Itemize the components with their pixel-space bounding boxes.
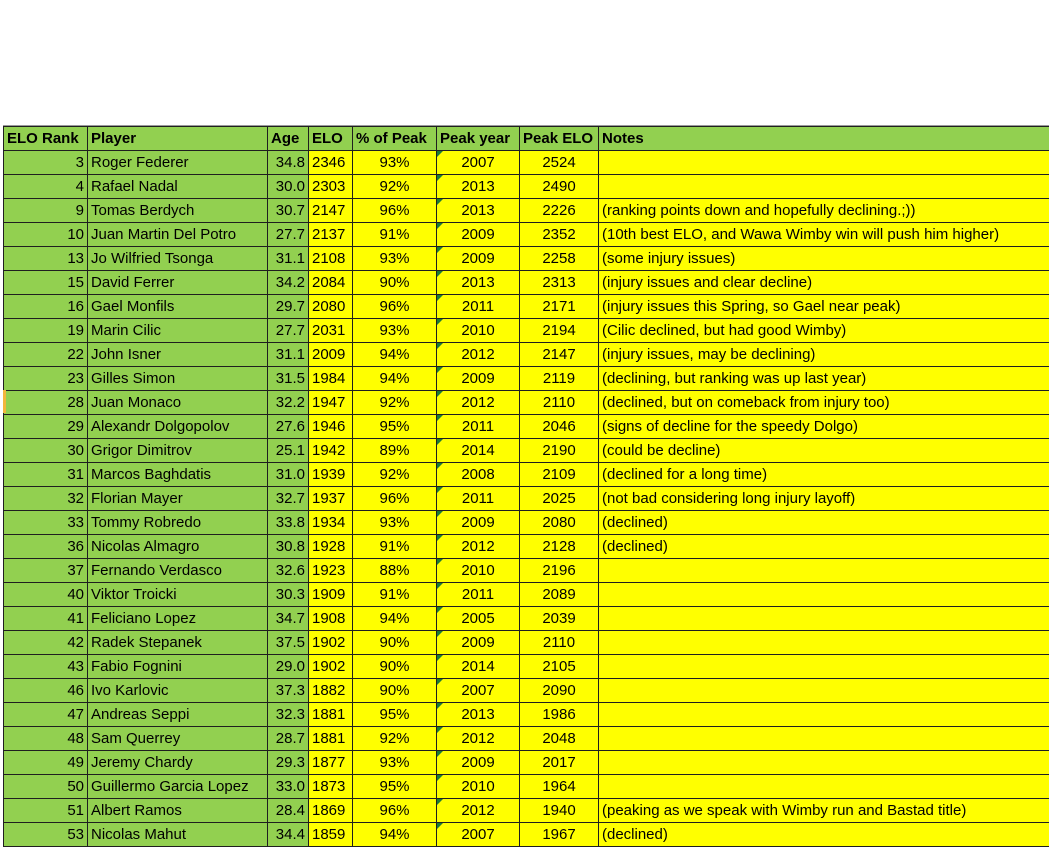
cell-peak-year[interactable]: 2007: [437, 151, 520, 175]
cell-peak-elo[interactable]: 2190: [520, 439, 599, 463]
cell-elo[interactable]: 1937: [309, 487, 353, 511]
cell-notes[interactable]: [599, 631, 1049, 655]
table-row: [4, 559, 1049, 583]
cell-notes[interactable]: [599, 559, 1049, 583]
cell-elo-rank[interactable]: 3: [4, 151, 88, 175]
table-row: [4, 439, 1049, 463]
cell-elo-rank[interactable]: 19: [4, 319, 88, 343]
cell-elo[interactable]: 2108: [309, 247, 353, 271]
cell-age[interactable]: 30.3: [268, 583, 309, 607]
cell-age[interactable]: 28.4: [268, 799, 309, 823]
cell-peak-year[interactable]: 2007: [437, 823, 520, 847]
table-row: [4, 823, 1049, 847]
cell-player[interactable]: Roger Federer: [88, 151, 268, 175]
cell-elo-rank[interactable]: 30: [4, 439, 88, 463]
cell-elo[interactable]: 2009: [309, 343, 353, 367]
table-row: [4, 703, 1049, 727]
cell-player[interactable]: Sam Querrey: [88, 727, 268, 751]
cell-player[interactable]: Guillermo Garcia Lopez: [88, 775, 268, 799]
cell-notes[interactable]: (declining, but ranking was up last year): [599, 367, 1049, 391]
cell-elo[interactable]: 2303: [309, 175, 353, 199]
cell-notes[interactable]: (could be decline): [599, 439, 1049, 463]
cell-notes[interactable]: [599, 655, 1049, 679]
header-row: [4, 127, 1049, 151]
cell-pct-of-peak[interactable]: 92%: [353, 463, 437, 487]
cell-pct-of-peak[interactable]: 90%: [353, 631, 437, 655]
cell-notes[interactable]: (injury issues this Spring, so Gael near peak): [599, 295, 1049, 319]
cell-notes[interactable]: (peaking as we speak with Wimby run and Bastad title): [599, 799, 1049, 823]
cell-elo-rank[interactable]: 41: [4, 607, 88, 631]
table-row: [4, 679, 1049, 703]
cell-notes[interactable]: (injury issues and clear decline): [599, 271, 1049, 295]
cell-age[interactable]: 32.6: [268, 559, 309, 583]
cell-player[interactable]: Nicolas Almagro: [88, 535, 268, 559]
cell-notes[interactable]: (declined): [599, 823, 1049, 847]
cell-peak-elo[interactable]: 2226: [520, 199, 599, 223]
cell-peak-elo[interactable]: 2352: [520, 223, 599, 247]
cell-player[interactable]: David Ferrer: [88, 271, 268, 295]
cell-player[interactable]: Rafael Nadal: [88, 175, 268, 199]
cell-elo[interactable]: 1909: [309, 583, 353, 607]
cell-peak-year[interactable]: 2009: [437, 247, 520, 271]
cell-notes[interactable]: (10th best ELO, and Wawa Wimby win will push him higher): [599, 223, 1049, 247]
cell-elo[interactable]: 2084: [309, 271, 353, 295]
header-elo[interactable]: ELO: [309, 127, 353, 151]
cell-peak-elo[interactable]: 2017: [520, 751, 599, 775]
row-selection-marker: [3, 390, 6, 413]
cell-player[interactable]: Juan Monaco: [88, 391, 268, 415]
cell-player[interactable]: Radek Stepanek: [88, 631, 268, 655]
cell-age[interactable]: 30.8: [268, 535, 309, 559]
cell-player[interactable]: Nicolas Mahut: [88, 823, 268, 847]
cell-peak-elo[interactable]: 2196: [520, 559, 599, 583]
cell-age[interactable]: 37.3: [268, 679, 309, 703]
cell-elo[interactable]: 1923: [309, 559, 353, 583]
cell-elo-rank[interactable]: 15: [4, 271, 88, 295]
cell-elo[interactable]: 1928: [309, 535, 353, 559]
cell-peak-year[interactable]: 2012: [437, 535, 520, 559]
cell-player[interactable]: Juan Martin Del Potro: [88, 223, 268, 247]
cell-age[interactable]: 28.7: [268, 727, 309, 751]
cell-peak-elo[interactable]: 2025: [520, 487, 599, 511]
header-pct-of-peak[interactable]: % of Peak: [353, 127, 437, 151]
cell-pct-of-peak[interactable]: 95%: [353, 775, 437, 799]
cell-elo-rank[interactable]: 43: [4, 655, 88, 679]
cell-peak-year[interactable]: 2013: [437, 175, 520, 199]
table-row: [4, 319, 1049, 343]
cell-pct-of-peak[interactable]: 93%: [353, 151, 437, 175]
cell-peak-year[interactable]: 2011: [437, 583, 520, 607]
cell-peak-year[interactable]: 2012: [437, 799, 520, 823]
cell-elo-rank[interactable]: 42: [4, 631, 88, 655]
cell-age[interactable]: 25.1: [268, 439, 309, 463]
cell-peak-elo[interactable]: 2258: [520, 247, 599, 271]
cell-pct-of-peak[interactable]: 94%: [353, 607, 437, 631]
cell-age[interactable]: 32.2: [268, 391, 309, 415]
cell-notes[interactable]: (not bad considering long injury layoff): [599, 487, 1049, 511]
cell-elo-rank[interactable]: 28: [4, 391, 88, 415]
cell-elo-rank[interactable]: 32: [4, 487, 88, 511]
table-row: [4, 775, 1049, 799]
table-row: [4, 367, 1049, 391]
cell-player[interactable]: Grigor Dimitrov: [88, 439, 268, 463]
cell-peak-elo[interactable]: 2039: [520, 607, 599, 631]
cell-peak-year[interactable]: 2013: [437, 271, 520, 295]
table-row: [4, 199, 1049, 223]
table-row: [4, 343, 1049, 367]
table-row: [4, 151, 1049, 175]
cell-peak-year[interactable]: 2008: [437, 463, 520, 487]
cell-peak-elo[interactable]: 2194: [520, 319, 599, 343]
cell-elo[interactable]: 1902: [309, 655, 353, 679]
cell-pct-of-peak[interactable]: 94%: [353, 367, 437, 391]
cell-age[interactable]: 31.1: [268, 343, 309, 367]
header-age[interactable]: Age: [268, 127, 309, 151]
cell-peak-elo[interactable]: 2048: [520, 727, 599, 751]
cell-elo-rank[interactable]: 49: [4, 751, 88, 775]
cell-age[interactable]: 34.4: [268, 823, 309, 847]
table-row: [4, 271, 1049, 295]
cell-pct-of-peak[interactable]: 96%: [353, 799, 437, 823]
cell-elo-rank[interactable]: 23: [4, 367, 88, 391]
cell-age[interactable]: 31.5: [268, 367, 309, 391]
table-row: [4, 583, 1049, 607]
cell-elo[interactable]: 1908: [309, 607, 353, 631]
cell-elo-rank[interactable]: 40: [4, 583, 88, 607]
cell-player[interactable]: Fabio Fognini: [88, 655, 268, 679]
cell-peak-elo[interactable]: 2109: [520, 463, 599, 487]
cell-peak-year[interactable]: 2011: [437, 295, 520, 319]
cell-elo-rank[interactable]: 33: [4, 511, 88, 535]
cell-pct-of-peak[interactable]: 90%: [353, 655, 437, 679]
cell-notes[interactable]: [599, 727, 1049, 751]
cell-player[interactable]: Albert Ramos: [88, 799, 268, 823]
cell-peak-year[interactable]: 2007: [437, 679, 520, 703]
cell-elo-rank[interactable]: 46: [4, 679, 88, 703]
cell-player[interactable]: Gael Monfils: [88, 295, 268, 319]
cell-age[interactable]: 29.3: [268, 751, 309, 775]
cell-peak-year[interactable]: 2014: [437, 439, 520, 463]
cell-peak-year[interactable]: 2013: [437, 199, 520, 223]
cell-notes[interactable]: [599, 151, 1049, 175]
table-row: [4, 415, 1049, 439]
cell-pct-of-peak[interactable]: 95%: [353, 703, 437, 727]
cell-peak-year[interactable]: 2010: [437, 319, 520, 343]
cell-elo-rank[interactable]: 29: [4, 415, 88, 439]
cell-peak-year[interactable]: 2012: [437, 343, 520, 367]
cell-elo-rank[interactable]: 16: [4, 295, 88, 319]
cell-player[interactable]: Fernando Verdasco: [88, 559, 268, 583]
cell-age[interactable]: 33.8: [268, 511, 309, 535]
cell-player[interactable]: Gilles Simon: [88, 367, 268, 391]
cell-peak-elo[interactable]: 2524: [520, 151, 599, 175]
cell-peak-year[interactable]: 2009: [437, 511, 520, 535]
cell-peak-year[interactable]: 2013: [437, 703, 520, 727]
cell-peak-year[interactable]: 2012: [437, 391, 520, 415]
table-row: [4, 391, 1049, 415]
table-row: [4, 727, 1049, 751]
cell-player[interactable]: Ivo Karlovic: [88, 679, 268, 703]
cell-pct-of-peak[interactable]: 92%: [353, 727, 437, 751]
table-row: [4, 295, 1049, 319]
cell-age[interactable]: 31.1: [268, 247, 309, 271]
cell-player[interactable]: Alexandr Dolgopolov: [88, 415, 268, 439]
cell-notes[interactable]: [599, 607, 1049, 631]
cell-peak-elo[interactable]: 2090: [520, 679, 599, 703]
cell-peak-elo[interactable]: 1986: [520, 703, 599, 727]
cell-notes[interactable]: (declined): [599, 511, 1049, 535]
table-row: [4, 223, 1049, 247]
cell-peak-year[interactable]: 2005: [437, 607, 520, 631]
cell-elo[interactable]: 2346: [309, 151, 353, 175]
cell-pct-of-peak[interactable]: 88%: [353, 559, 437, 583]
cell-elo-rank[interactable]: 13: [4, 247, 88, 271]
cell-age[interactable]: 33.0: [268, 775, 309, 799]
table-row: [4, 175, 1049, 199]
cell-elo[interactable]: 1942: [309, 439, 353, 463]
cell-player[interactable]: Viktor Troicki: [88, 583, 268, 607]
cell-notes[interactable]: (injury issues, may be declining): [599, 343, 1049, 367]
cell-age[interactable]: 30.7: [268, 199, 309, 223]
cell-peak-elo[interactable]: 2089: [520, 583, 599, 607]
cell-elo-rank[interactable]: 9: [4, 199, 88, 223]
cell-pct-of-peak[interactable]: 89%: [353, 439, 437, 463]
cell-elo[interactable]: 2147: [309, 199, 353, 223]
cell-peak-year[interactable]: 2011: [437, 487, 520, 511]
cell-elo[interactable]: 1869: [309, 799, 353, 823]
cell-notes[interactable]: [599, 703, 1049, 727]
cell-pct-of-peak[interactable]: 93%: [353, 751, 437, 775]
cell-pct-of-peak[interactable]: 95%: [353, 415, 437, 439]
cell-elo-rank[interactable]: 53: [4, 823, 88, 847]
cell-elo[interactable]: 1882: [309, 679, 353, 703]
cell-pct-of-peak[interactable]: 96%: [353, 295, 437, 319]
cell-peak-elo[interactable]: 2046: [520, 415, 599, 439]
cell-pct-of-peak[interactable]: 91%: [353, 583, 437, 607]
cell-player[interactable]: Jo Wilfried Tsonga: [88, 247, 268, 271]
cell-elo[interactable]: 1902: [309, 631, 353, 655]
cell-elo-rank[interactable]: 37: [4, 559, 88, 583]
cell-notes[interactable]: (signs of decline for the speedy Dolgo): [599, 415, 1049, 439]
cell-elo-rank[interactable]: 51: [4, 799, 88, 823]
header-peak-elo[interactable]: Peak ELO: [520, 127, 599, 151]
cell-pct-of-peak[interactable]: 92%: [353, 391, 437, 415]
cell-age[interactable]: 37.5: [268, 631, 309, 655]
elo-table: [3, 126, 1049, 847]
cell-age[interactable]: 34.8: [268, 151, 309, 175]
cell-player[interactable]: Andreas Seppi: [88, 703, 268, 727]
header-peak-year[interactable]: Peak year: [437, 127, 520, 151]
cell-elo[interactable]: 1873: [309, 775, 353, 799]
cell-notes[interactable]: [599, 751, 1049, 775]
cell-notes[interactable]: (Cilic declined, but had good Wimby): [599, 319, 1049, 343]
cell-player[interactable]: Florian Mayer: [88, 487, 268, 511]
cell-peak-elo[interactable]: 2171: [520, 295, 599, 319]
cell-age[interactable]: 32.7: [268, 487, 309, 511]
header-notes[interactable]: Notes: [599, 127, 1049, 151]
cell-age[interactable]: 34.2: [268, 271, 309, 295]
cell-peak-elo[interactable]: 1940: [520, 799, 599, 823]
cell-age[interactable]: 27.7: [268, 223, 309, 247]
table-row: [4, 511, 1049, 535]
cell-elo-rank[interactable]: 4: [4, 175, 88, 199]
cell-peak-elo[interactable]: 2105: [520, 655, 599, 679]
cell-elo-rank[interactable]: 48: [4, 727, 88, 751]
cell-pct-of-peak[interactable]: 93%: [353, 511, 437, 535]
cell-elo-rank[interactable]: 22: [4, 343, 88, 367]
cell-age[interactable]: 29.0: [268, 655, 309, 679]
cell-player[interactable]: John Isner: [88, 343, 268, 367]
cell-player[interactable]: Marcos Baghdatis: [88, 463, 268, 487]
cell-peak-elo[interactable]: 2080: [520, 511, 599, 535]
cell-peak-year[interactable]: 2010: [437, 775, 520, 799]
cell-notes[interactable]: (declined, but on comeback from injury too): [599, 391, 1049, 415]
table-row: [4, 799, 1049, 823]
header-elo-rank[interactable]: ELO Rank: [4, 127, 88, 151]
cell-pct-of-peak[interactable]: 92%: [353, 175, 437, 199]
cell-elo[interactable]: 2080: [309, 295, 353, 319]
cell-elo[interactable]: 1881: [309, 703, 353, 727]
cell-elo[interactable]: 1881: [309, 727, 353, 751]
cell-notes[interactable]: (declined for a long time): [599, 463, 1049, 487]
cell-pct-of-peak[interactable]: 94%: [353, 343, 437, 367]
cell-elo[interactable]: 2137: [309, 223, 353, 247]
cell-notes[interactable]: [599, 679, 1049, 703]
cell-peak-year[interactable]: 2010: [437, 559, 520, 583]
cell-age[interactable]: 34.7: [268, 607, 309, 631]
header-player[interactable]: Player: [88, 127, 268, 151]
cell-notes[interactable]: (declined): [599, 535, 1049, 559]
cell-peak-elo[interactable]: 1964: [520, 775, 599, 799]
cell-notes[interactable]: (ranking points down and hopefully declining.;)): [599, 199, 1049, 223]
table-row: [4, 247, 1049, 271]
cell-elo-rank[interactable]: 10: [4, 223, 88, 247]
cell-peak-elo[interactable]: 2313: [520, 271, 599, 295]
cell-pct-of-peak[interactable]: 90%: [353, 271, 437, 295]
spreadsheet-grid: [3, 125, 1049, 847]
cell-elo[interactable]: 2031: [309, 319, 353, 343]
cell-player[interactable]: Marin Cilic: [88, 319, 268, 343]
cell-pct-of-peak[interactable]: 96%: [353, 199, 437, 223]
cell-player[interactable]: Tommy Robredo: [88, 511, 268, 535]
table-row: [4, 751, 1049, 775]
table-row: [4, 535, 1049, 559]
cell-peak-year[interactable]: 2014: [437, 655, 520, 679]
cell-age[interactable]: 31.0: [268, 463, 309, 487]
table-body: [4, 151, 1049, 847]
cell-player[interactable]: Jeremy Chardy: [88, 751, 268, 775]
cell-elo-rank[interactable]: 31: [4, 463, 88, 487]
cell-elo[interactable]: 1939: [309, 463, 353, 487]
cell-pct-of-peak[interactable]: 91%: [353, 223, 437, 247]
cell-peak-elo[interactable]: 2490: [520, 175, 599, 199]
cell-age[interactable]: 32.3: [268, 703, 309, 727]
cell-peak-elo[interactable]: 2128: [520, 535, 599, 559]
cell-pct-of-peak[interactable]: 96%: [353, 487, 437, 511]
table-row: [4, 631, 1049, 655]
cell-player[interactable]: Feliciano Lopez: [88, 607, 268, 631]
cell-pct-of-peak[interactable]: 94%: [353, 823, 437, 847]
cell-age[interactable]: 27.6: [268, 415, 309, 439]
cell-peak-year[interactable]: 2011: [437, 415, 520, 439]
cell-peak-year[interactable]: 2009: [437, 631, 520, 655]
cell-elo-rank[interactable]: 36: [4, 535, 88, 559]
cell-peak-elo[interactable]: 2110: [520, 631, 599, 655]
cell-peak-elo[interactable]: 1967: [520, 823, 599, 847]
cell-notes[interactable]: [599, 175, 1049, 199]
cell-age[interactable]: 29.7: [268, 295, 309, 319]
table-row: [4, 463, 1049, 487]
cell-notes[interactable]: (some injury issues): [599, 247, 1049, 271]
cell-peak-elo[interactable]: 2119: [520, 367, 599, 391]
table-row: [4, 487, 1049, 511]
cell-age[interactable]: 30.0: [268, 175, 309, 199]
cell-elo-rank[interactable]: 47: [4, 703, 88, 727]
cell-pct-of-peak[interactable]: 93%: [353, 247, 437, 271]
cell-pct-of-peak[interactable]: 90%: [353, 679, 437, 703]
cell-peak-year[interactable]: 2012: [437, 727, 520, 751]
cell-elo[interactable]: 1984: [309, 367, 353, 391]
cell-peak-year[interactable]: 2009: [437, 223, 520, 247]
cell-peak-elo[interactable]: 2110: [520, 391, 599, 415]
cell-elo[interactable]: 1947: [309, 391, 353, 415]
cell-notes[interactable]: [599, 583, 1049, 607]
cell-pct-of-peak[interactable]: 91%: [353, 535, 437, 559]
cell-pct-of-peak[interactable]: 93%: [353, 319, 437, 343]
cell-elo[interactable]: 1859: [309, 823, 353, 847]
cell-peak-year[interactable]: 2009: [437, 367, 520, 391]
table-row: [4, 607, 1049, 631]
cell-elo[interactable]: 1877: [309, 751, 353, 775]
cell-elo[interactable]: 1934: [309, 511, 353, 535]
table-row: [4, 655, 1049, 679]
cell-notes[interactable]: [599, 775, 1049, 799]
cell-elo[interactable]: 1946: [309, 415, 353, 439]
cell-peak-year[interactable]: 2009: [437, 751, 520, 775]
cell-player[interactable]: Tomas Berdych: [88, 199, 268, 223]
cell-age[interactable]: 27.7: [268, 319, 309, 343]
cell-elo-rank[interactable]: 50: [4, 775, 88, 799]
cell-peak-elo[interactable]: 2147: [520, 343, 599, 367]
